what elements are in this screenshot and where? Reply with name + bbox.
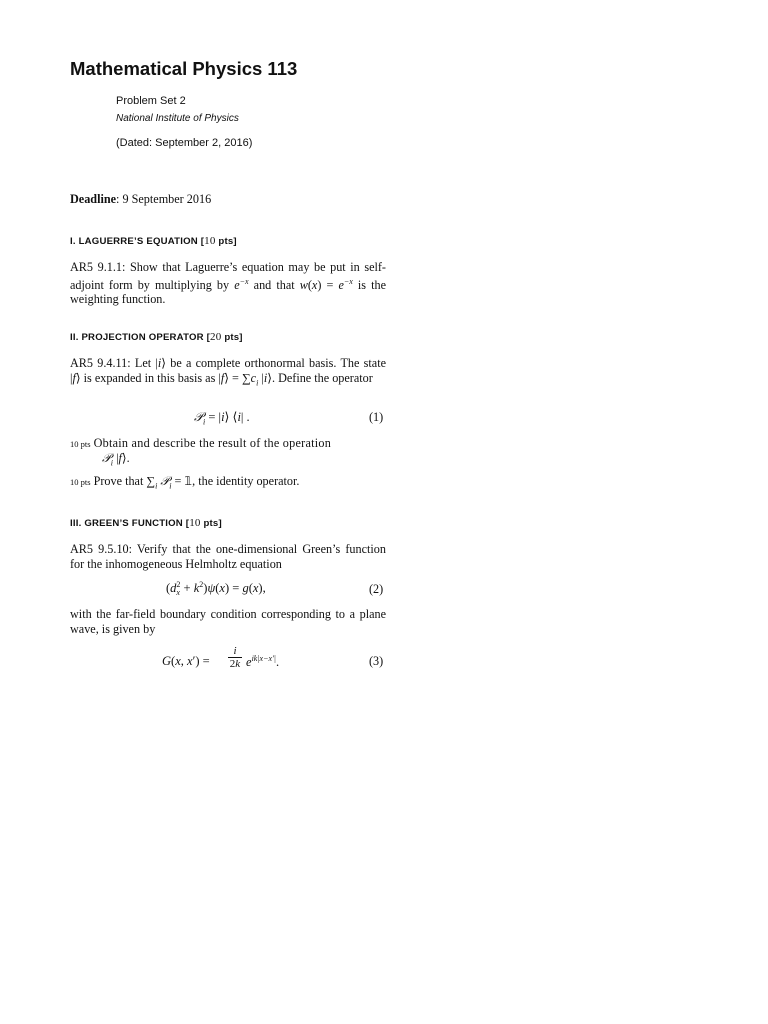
section-heading-projection bbox=[70, 331, 243, 343]
problem-text: and that bbox=[248, 277, 300, 292]
deadline-label: Deadline bbox=[70, 192, 117, 206]
section-heading-laguerre bbox=[70, 235, 237, 247]
equation-projection-operator: 𝒫$_i$ = |i⟩ ⟨i| . bbox=[194, 410, 250, 427]
problem-text: Verify that the one-dimensional Green’s function for the inhomogeneous Helmholtz equation bbox=[70, 542, 386, 571]
problem-text: Show that Laguerre’s equation may be put in self-adjoint form by multiplying by bbox=[70, 260, 386, 292]
equation-number-3: (3) bbox=[369, 654, 384, 668]
institution: National Institute of Physics bbox=[116, 113, 239, 124]
dated-line: (Dated: September 2, 2016) bbox=[116, 137, 253, 149]
section-heading-text: II. PROJECTION OPERATOR [ bbox=[70, 332, 211, 343]
problem-set-label: Problem Set 2 bbox=[116, 95, 186, 107]
item-text: , the identity operator. bbox=[192, 474, 300, 488]
math-weight-function: w bbox=[299, 277, 308, 292]
deadline-line bbox=[70, 192, 211, 207]
item-text: Obtain and describe the result of the operation bbox=[93, 436, 332, 450]
section-heading-suffix: pts] bbox=[221, 332, 243, 343]
problem-ref: AR5 9.1.1: bbox=[70, 260, 126, 274]
problem-ref: AR5 9.5.10: bbox=[70, 542, 133, 556]
problem-text: is expanded in this basis as bbox=[80, 370, 219, 385]
equation-number-2: (2) bbox=[369, 582, 384, 596]
math-weight-factor: $e^{-x}$ bbox=[234, 276, 249, 292]
problem-item-2: 10 pts Prove that $\sum_i$ 𝒫$_i$ = 𝟙, the identity operator. bbox=[70, 474, 300, 491]
problem-green bbox=[70, 542, 386, 571]
equation-helmholtz: (d 2 x + $k^2)\psi(x) = g(x)$, bbox=[166, 580, 266, 598]
section-heading-text: III. GREEN’S FUNCTION [ bbox=[70, 518, 190, 529]
item-points: 10 pts bbox=[70, 439, 91, 449]
section-heading-text: I. LAGUERRE’S EQUATION [ bbox=[70, 236, 205, 247]
problem-text: be a complete orthonormal basis. The state bbox=[166, 356, 386, 370]
problem-ref: AR5 9.4.11: bbox=[70, 356, 131, 370]
problem-text: Let bbox=[130, 356, 156, 370]
section-points: 20 bbox=[210, 331, 222, 343]
problem-text: is the weighting function. bbox=[70, 277, 387, 307]
document-title: Mathematical Physics 113 bbox=[70, 58, 298, 79]
item-points: 10 pts bbox=[70, 477, 91, 487]
section-heading-suffix: pts] bbox=[215, 236, 237, 247]
problem-text: . Define the operator bbox=[271, 370, 373, 385]
item-1-math: 𝒫$_i$ |f⟩. bbox=[102, 451, 130, 468]
section-heading-suffix: pts] bbox=[200, 518, 222, 529]
item-text: Prove that bbox=[93, 474, 147, 488]
problem-projection: AR5 9.4.11: Let |i⟩ be a complete orthonormal basis. The state |f⟩ is expanded in this basis as |f⟩ = $\sum c_i$ |i⟩. Define the operator bbox=[70, 356, 386, 387]
boundary-condition-text: with the far-field boundary condition corresponding to a plane wave, is given by bbox=[70, 607, 386, 636]
equation-number-1: (1) bbox=[369, 410, 384, 424]
section-heading-green bbox=[70, 517, 222, 529]
section-points: 10 bbox=[204, 235, 216, 247]
problem-item-1 bbox=[70, 436, 386, 452]
deadline-value: : 9 September 2016 bbox=[116, 192, 212, 206]
problem-laguerre: AR5 9.1.1: Show that Laguerre’s equation may be put in self-adjoint form by multiplying by $e^{-x}$ and that $w(x) = e^{-x}$ is the weighting function. bbox=[70, 260, 387, 307]
section-points: 10 bbox=[189, 517, 201, 529]
